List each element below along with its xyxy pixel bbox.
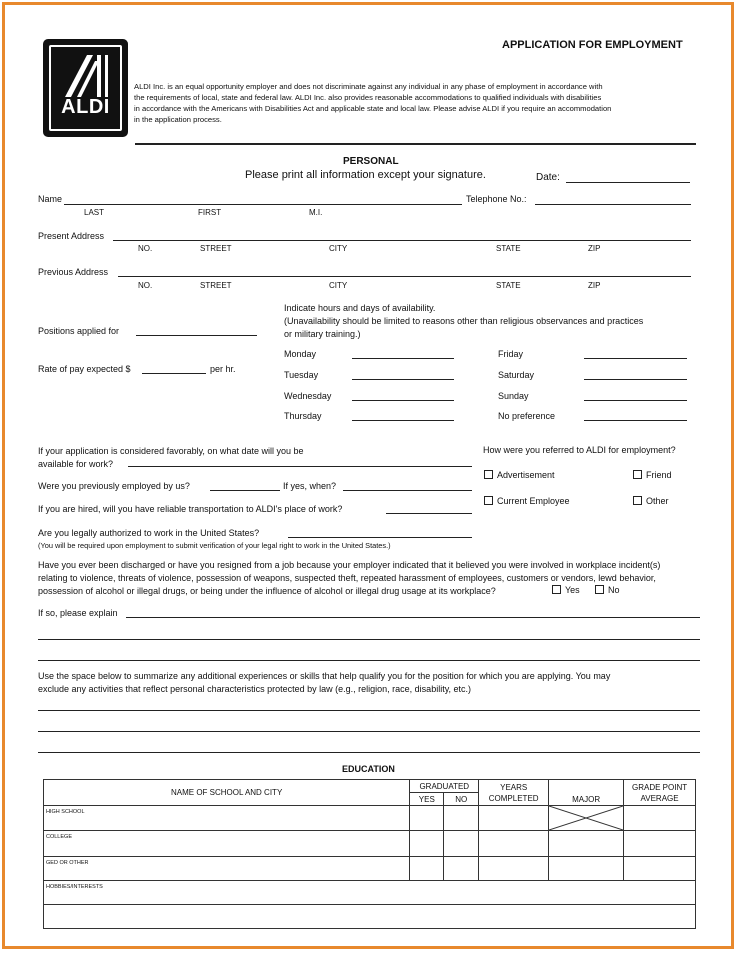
col-graduated-header: GRADUATED [410, 780, 479, 793]
table-cell[interactable] [410, 831, 444, 857]
checkbox-icon[interactable] [484, 470, 493, 479]
referral-current-employee[interactable] [484, 496, 570, 506]
hobbies-row[interactable] [44, 881, 696, 905]
eeo-disclaimer [134, 81, 611, 125]
row-high-school-label[interactable] [44, 806, 410, 831]
personal-heading: PERSONAL [343, 156, 399, 167]
col-school-header: NAME OF SCHOOL AND CITY [44, 780, 410, 806]
availability-line: (Unavailability should be limited to reasons other than religious observances and practices [284, 316, 644, 326]
present-address-field[interactable] [113, 240, 691, 241]
row-label: COLLEGE [46, 834, 72, 840]
option-label: Current Employee [497, 496, 570, 506]
day-sunday: Sunday [498, 391, 529, 401]
prompt-line: Use the space below to summarize any additional experiences or skills that help qualify you for the position for which you are applying. You may [38, 671, 611, 681]
positions-field[interactable] [136, 335, 257, 336]
row-ged-label[interactable] [44, 857, 410, 881]
form-title: APPLICATION FOR EMPLOYMENT [502, 39, 683, 51]
disclaimer-line: in accordance with the Americans with Disabilities Act and applicable state and local law. Please advise ALDI if you require an accommodation [134, 104, 612, 113]
col-no-header: NO [444, 793, 479, 806]
summary-line[interactable] [38, 731, 700, 732]
table-cell[interactable] [479, 806, 549, 831]
header-line: YEARS [500, 782, 528, 792]
option-label: Yes [565, 585, 580, 595]
name-field[interactable] [64, 204, 462, 205]
friday-hours-field[interactable] [584, 358, 687, 359]
question-line: available for work? [38, 459, 114, 469]
address-part-state: STATE [496, 281, 521, 290]
question-line: relating to violence, threats of violence, possession of weapons, suspected theft, repeated harassment of employees, customers or vendors, lewd behavior, [38, 573, 656, 583]
discharged-no-option[interactable] [595, 585, 620, 595]
telephone-field[interactable] [535, 204, 691, 205]
col-major-header: MAJOR [549, 780, 624, 806]
rate-label: Rate of pay expected $ [38, 364, 131, 374]
sunday-hours-field[interactable] [584, 400, 687, 401]
referral-advertisement[interactable] [484, 470, 555, 480]
aldi-logo [43, 39, 128, 137]
availability-line: Indicate hours and days of availability. [284, 303, 436, 313]
previously-employed-question: Were you previously employed by us? [38, 481, 190, 491]
explain-line[interactable] [38, 639, 700, 640]
transportation-question: If you are hired, will you have reliable transportation to ALDI's place of work? [38, 504, 343, 514]
table-cell[interactable] [444, 857, 479, 881]
explain-label: If so, please explain [38, 608, 118, 618]
table-cell[interactable] [549, 831, 624, 857]
table-cell[interactable] [444, 831, 479, 857]
question-line: Have you ever been discharged or have you resigned from a job because your employer indicated that it believed you were involved in workplace incident(s) [38, 560, 661, 570]
date-label: Date: [536, 172, 560, 183]
summary-prompt [38, 670, 610, 696]
discharged-yes-option[interactable] [552, 585, 580, 595]
authorized-question: Are you legally authorized to work in the United States? [38, 528, 260, 538]
thursday-hours-field[interactable] [352, 420, 454, 421]
disclaimer-line: in the application process. [134, 115, 222, 124]
referral-other[interactable] [633, 496, 669, 506]
previously-employed-field[interactable] [210, 490, 280, 491]
aldi-stripes-icon [51, 51, 120, 101]
telephone-label: Telephone No.: [466, 194, 527, 204]
option-label: Advertisement [497, 470, 555, 480]
availability-line: or military training.) [284, 329, 361, 339]
summary-line[interactable] [38, 710, 700, 711]
table-cell[interactable] [410, 806, 444, 831]
row-label: HIGH SCHOOL [46, 809, 85, 815]
row-college-label[interactable] [44, 831, 410, 857]
previous-address-field[interactable] [118, 276, 691, 277]
checkbox-icon[interactable] [633, 470, 642, 479]
checkbox-icon[interactable] [552, 585, 561, 594]
explain-line[interactable] [126, 617, 700, 618]
summary-line[interactable] [38, 752, 700, 753]
if-yes-when-label: If yes, when? [283, 481, 337, 491]
no-preference-field[interactable] [584, 420, 687, 421]
print-instruction: Please print all information except your signature. [245, 169, 486, 181]
available-date-question [38, 445, 303, 471]
day-saturday: Saturday [498, 370, 535, 380]
monday-hours-field[interactable] [352, 358, 454, 359]
col-years-header [479, 780, 549, 806]
hobbies-continuation-row[interactable] [44, 905, 696, 929]
header-line: AVERAGE [640, 793, 679, 803]
address-part-street: STREET [200, 244, 232, 253]
disclaimer-line: the requirements of local, state and federal law. ALDI Inc. also provides reasonable accommodations to qualified individuals with disabilities [134, 93, 602, 102]
option-label: Other [646, 496, 669, 506]
per-hr-label: per hr. [210, 364, 236, 374]
table-cell[interactable] [410, 857, 444, 881]
header-line: COMPLETED [488, 793, 539, 803]
day-wednesday: Wednesday [284, 391, 332, 401]
day-tuesday: Tuesday [284, 370, 319, 380]
table-cell[interactable] [624, 857, 696, 881]
education-table [43, 779, 696, 929]
checkbox-icon[interactable] [595, 585, 604, 594]
address-part-no: NO. [138, 281, 153, 290]
table-cell[interactable] [479, 831, 549, 857]
logo-text: ALDI [61, 96, 110, 118]
authorized-note: (You will be required upon employment to submit verification of your legal right to work in the United States.) [38, 541, 391, 550]
transportation-field[interactable] [386, 513, 472, 514]
col-yes-header: YES [410, 793, 444, 806]
present-address-label: Present Address [38, 231, 105, 241]
table-cell[interactable] [624, 831, 696, 857]
tuesday-hours-field[interactable] [352, 379, 454, 380]
address-part-zip: ZIP [588, 281, 601, 290]
available-date-field[interactable] [128, 466, 472, 467]
option-label: Friend [646, 470, 672, 480]
education-heading: EDUCATION [342, 764, 395, 774]
address-part-city: CITY [329, 244, 348, 253]
checkbox-icon[interactable] [484, 496, 493, 505]
name-part-mi: M.I. [309, 208, 323, 217]
table-cell[interactable] [624, 806, 696, 831]
col-gpa-header [624, 780, 696, 806]
name-part-first: FIRST [198, 208, 222, 217]
prompt-line: exclude any activities that reflect personal characteristics protected by law (e.g., religion, race, disability, etc.) [38, 684, 472, 694]
table-cell[interactable] [549, 857, 624, 881]
day-thursday: Thursday [284, 411, 322, 421]
address-part-no: NO. [138, 244, 153, 253]
day-friday: Friday [498, 349, 524, 359]
explain-line[interactable] [38, 660, 700, 661]
address-part-state: STATE [496, 244, 521, 253]
name-label: Name [38, 194, 63, 204]
day-monday: Monday [284, 349, 317, 359]
question-line: possession of alcohol or illegal drugs, or being under the influence of alcohol or illegal drug usage at its workplace? [38, 586, 496, 596]
saturday-hours-field[interactable] [584, 379, 687, 380]
if-yes-when-field[interactable] [343, 490, 472, 491]
previous-address-label: Previous Address [38, 267, 109, 277]
referral-question: How were you referred to ALDI for employment? [483, 445, 676, 455]
option-label: No [608, 585, 620, 595]
address-part-zip: ZIP [588, 244, 601, 253]
disclaimer-line: ALDI Inc. is an equal opportunity employer and does not discriminate against any individual in any phase of employment in accordance with [134, 82, 603, 91]
address-part-street: STREET [200, 281, 232, 290]
table-cell[interactable] [444, 806, 479, 831]
address-part-city: CITY [329, 281, 348, 290]
rate-field[interactable] [142, 373, 206, 374]
checkbox-icon[interactable] [633, 496, 642, 505]
positions-label: Positions applied for [38, 326, 120, 336]
major-na-cell [549, 806, 624, 831]
referral-friend[interactable] [633, 470, 672, 480]
day-no-preference: No preference [498, 411, 556, 421]
authorized-field[interactable] [288, 537, 472, 538]
header-line: GRADE POINT [632, 782, 688, 792]
date-field[interactable] [566, 182, 690, 183]
header-rule [135, 143, 696, 145]
table-cell[interactable] [479, 857, 549, 881]
wednesday-hours-field[interactable] [352, 400, 454, 401]
cross-out-icon [549, 806, 623, 830]
name-part-last: LAST [84, 208, 105, 217]
question-line: If your application is considered favorably, on what date will you be [38, 446, 304, 456]
row-label: GED OR OTHER [46, 860, 89, 866]
availability-intro [284, 302, 643, 341]
hobbies-label: HOBBIES/INTERESTS [46, 884, 103, 890]
